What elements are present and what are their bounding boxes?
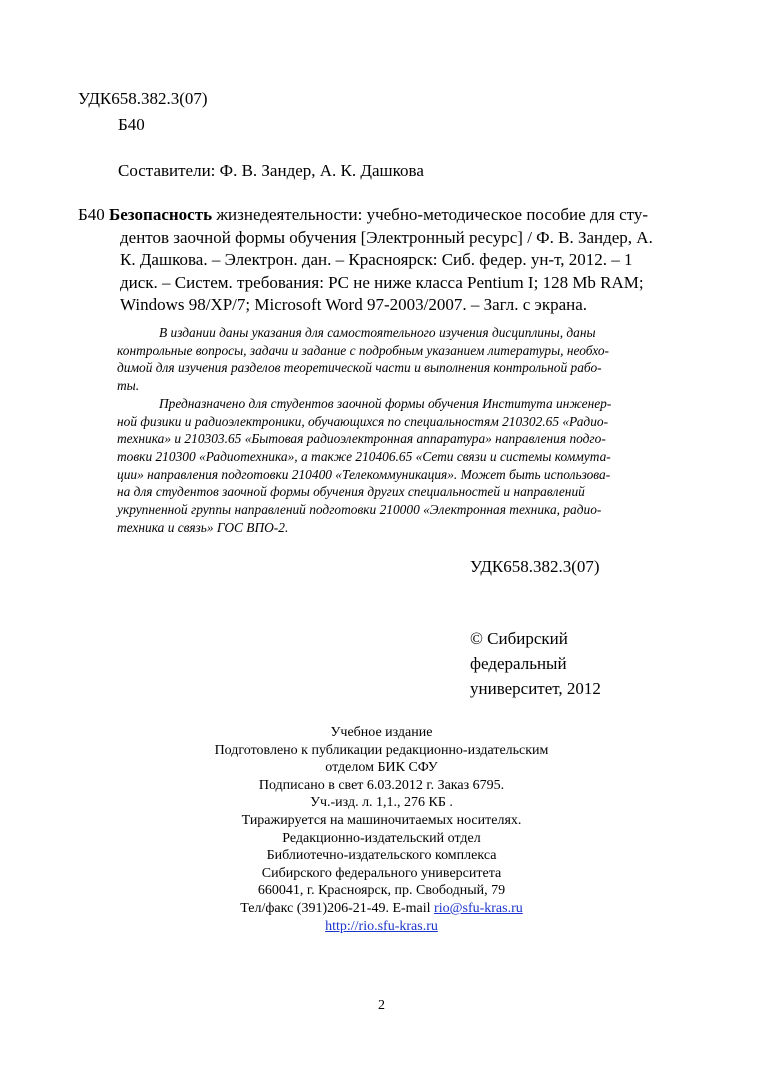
annotation xyxy=(117,324,691,536)
bib-line-1 xyxy=(78,204,688,227)
bib-line-1-rest: жизнедеятельности: учебно-методическое пособие для сту- xyxy=(216,205,649,224)
annotation-line: В издании даны указания для самостоятельного изучения дисциплины, даны xyxy=(159,325,596,340)
bibliographic-record xyxy=(78,204,688,317)
annotation-line: товки 210300 «Радиотехника», а также 210406.65 «Сети связи и системы коммута- xyxy=(117,448,611,464)
annotation-line: контрольные вопросы, задачи и задание с подробным указанием литературы, необхо- xyxy=(117,342,610,358)
bib-line-3: К. Дашкова. – Электрон. дан. – Красноярск: Сиб. федер. ун-т, 2012. – 1 xyxy=(120,250,633,269)
bib-index: Б40 xyxy=(78,205,105,224)
copyright-line-1: © Сибирский xyxy=(470,629,568,648)
annotation-line: ной физики и радиоэлектроники, обучающихся по специальностям 210302.65 «Радио- xyxy=(117,413,609,429)
bib-line-5: Windows 98/XP/7; Microsoft Word 97-2003/2007. – Загл. с экрана. xyxy=(120,295,588,314)
email-link[interactable]: rio@sfu-kras.ru xyxy=(434,900,523,916)
imprint-line: Подготовлено к публикации редакционно-издательским xyxy=(214,742,549,758)
imprint-line: Тиражируется на машиночитаемых носителях. xyxy=(241,812,522,828)
annotation-line: техника и связь» ГОС ВПО-2. xyxy=(117,519,289,535)
copyright-line-3: университет, 2012 xyxy=(470,679,601,698)
imprint-contact-line xyxy=(0,900,763,918)
website-link[interactable]: http://rio.sfu-kras.ru xyxy=(325,918,438,934)
book-index: Б40 xyxy=(118,115,145,134)
bib-title-word: Безопасность xyxy=(109,205,213,224)
page-number: 2 xyxy=(378,998,385,1013)
imprint-url-line xyxy=(0,918,763,936)
bib-line-2: дентов заочной формы обучения [Электронный ресурс] / Ф. В. Зандер, А. xyxy=(120,227,653,247)
contact-prefix: Тел/факс (391)206-21-49. E-mail xyxy=(240,900,435,916)
imprint-line: Библиотечно-издательского комплекса xyxy=(266,848,497,864)
annotation-line: техника» и 210303.65 «Бытовая радиоэлектронная аппаратура» направления подго- xyxy=(117,431,606,447)
bib-line-4: диск. – Систем. требования: PC не ниже класса Pentium I; 128 Mb RAM; xyxy=(120,272,644,292)
annotation-line: укрупненной группы направлений подготовки 210000 «Электронная техника, радио- xyxy=(117,502,602,518)
udk-code-right: УДК658.382.3(07) xyxy=(470,557,600,576)
annotation-line: ты. xyxy=(117,378,140,394)
imprint-line: отделом БИК СФУ xyxy=(325,760,438,776)
copyright-line-2: федеральный xyxy=(470,654,567,673)
imprint-block xyxy=(0,724,763,935)
imprint-line: Подписано в свет 6.03.2012 г. Заказ 6795. xyxy=(258,777,505,793)
imprint-line: Уч.-изд. л. 1,1., 276 КБ . xyxy=(310,795,453,811)
annotation-line: ции» направления подготовки 210400 «Телекоммуникация». Может быть использова- xyxy=(117,466,611,482)
udk-code: УДК658.382.3(07) xyxy=(78,89,208,108)
imprint-line: 660041, г. Красноярск, пр. Свободный, 79 xyxy=(257,883,506,899)
imprint-line: Редакционно-издательский отдел xyxy=(282,830,481,846)
annotation-line: на для студентов заочной формы обучения других специальностей и направлений xyxy=(117,484,585,500)
imprint-line: Учебное издание xyxy=(330,725,433,740)
annotation-line: димой для изучения разделов теоретической части и выполнения контрольной рабо- xyxy=(117,360,602,376)
imprint-line: Сибирского федерального университета xyxy=(261,865,502,881)
compilers-line: Составители: Ф. В. Зандер, А. К. Дашкова xyxy=(118,161,424,180)
annotation-line: Предназначено для студентов заочной формы обучения Института инженер- xyxy=(159,395,612,411)
